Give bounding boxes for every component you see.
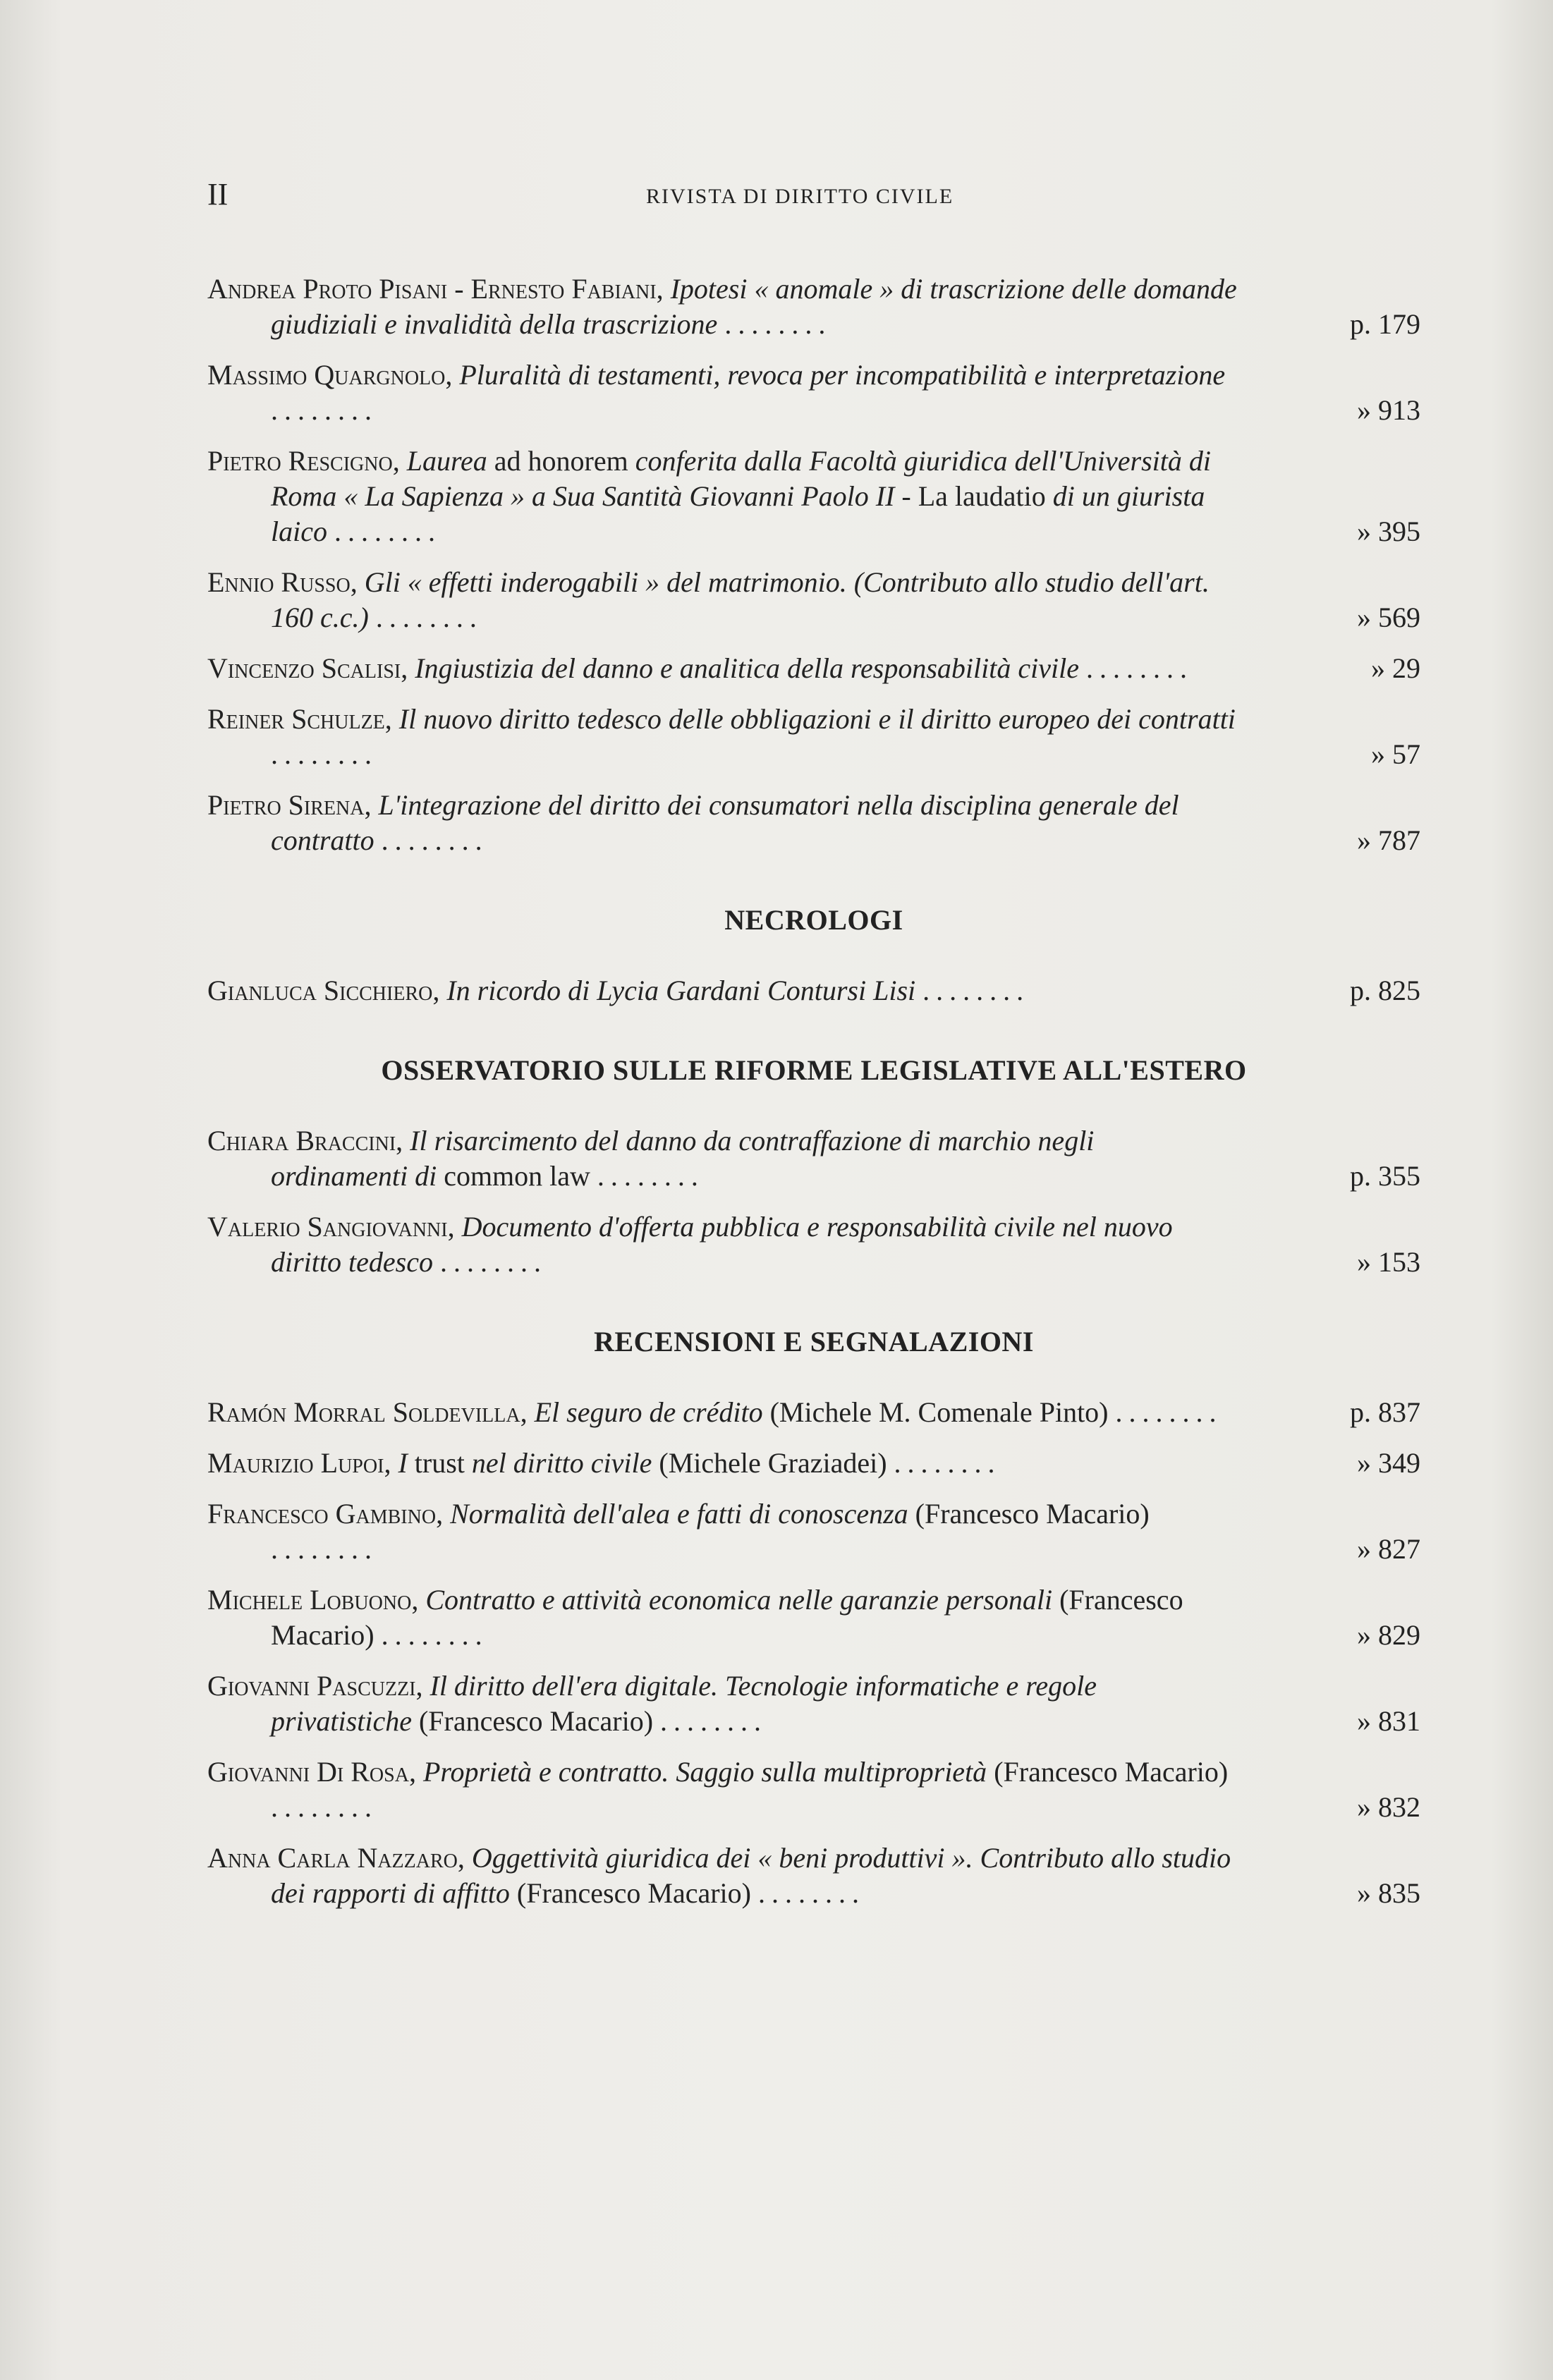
page-reference: » 827: [1357, 1533, 1420, 1565]
index-entry: Massimo Quargnolo, Pluralità di testamenti, revoca per incompatibilità e interpretazione ........ » 913: [207, 358, 1420, 428]
section-necrologi: [207, 973, 1420, 1008]
index-entry: Giovanni Di Rosa, Proprietà e contratto. Saggio sulla multiproprietà (Francesco Macario) ........ » 832: [207, 1755, 1420, 1825]
page-reference: p. 825: [1350, 975, 1420, 1006]
index-entry: Valerio Sangiovanni, Documento d'offerta pubblica e responsabilità civile nel nuovo diritto tedesco ........ » 153: [207, 1209, 1420, 1280]
page-number: II: [207, 177, 229, 212]
page-reference: » 349: [1357, 1447, 1420, 1479]
index-entry: Reiner Schulze, Il nuovo diritto tedesco delle obbligazioni e il diritto europeo dei contratti ........ » 57: [207, 702, 1420, 772]
page-reference: » 787: [1357, 824, 1420, 856]
section-heading-osservatorio: OSSERVATORIO SULLE RIFORME LEGISLATIVE ALL'ESTERO: [381, 1054, 1247, 1086]
index-entry: Pietro Rescigno, Laurea ad honorem conferita dalla Facoltà giuridica dell'Università di Roma « La Sapienza » a Sua Santità Giovanni Paolo II - La laudatio di un giurista laico ........ » 395: [207, 444, 1420, 549]
index-entry: Pietro Sirena, L'integrazione del diritto dei consumatori nella disciplina generale del contratto ........ » 787: [207, 788, 1420, 858]
index-entry: Chiara Braccini, Il risarcimento del danno da contraffazione di marchio negli ordinamenti di common law ........ p. 355: [207, 1123, 1420, 1194]
section-articles: [207, 271, 1420, 858]
page-reference: » 835: [1357, 1877, 1420, 1909]
index-entry: Ennio Russo, Gli « effetti inderogabili » del matrimonio. (Contributo allo studio dell'art. 160 c.c.) ........ » 569: [207, 565, 1420, 635]
index-entry: Ramón Morral Soldevilla, El seguro de crédito (Michele M. Comenale Pinto) ........ p. 837: [207, 1395, 1420, 1430]
page-reference: » 829: [1357, 1619, 1420, 1651]
page-reference: » 569: [1357, 602, 1420, 633]
page-reference: p. 837: [1350, 1396, 1420, 1428]
page-reference: » 395: [1357, 515, 1420, 547]
index-entry: Michele Lobuono, Contratto e attività economica nelle garanzie personali (Francesco Macario) ........ » 829: [207, 1582, 1420, 1653]
index-entry: Vincenzo Scalisi, Ingiustizia del danno e analitica della responsabilità civile ........ » 29: [207, 651, 1420, 686]
index-entry: Francesco Gambino, Normalità dell'alea e fatti di conoscenza (Francesco Macario) ........ » 827: [207, 1496, 1420, 1567]
section-recensioni: [207, 1395, 1420, 1911]
page-reference: » 832: [1357, 1791, 1420, 1823]
page-reference: » 57: [1371, 738, 1420, 770]
index-entry: Maurizio Lupoi, I trust nel diritto civile (Michele Graziadei) ........ » 349: [207, 1446, 1420, 1481]
index-entry: Anna Carla Nazzaro, Oggettività giuridica dei « beni produttivi ». Contributo allo studio dei rapporti di affitto (Francesco Macario) ........ » 835: [207, 1841, 1420, 1911]
index-entry: Andrea Proto Pisani - Ernesto Fabiani, Ipotesi « anomale » di trascrizione delle domande giudiziali e invalidità della trascrizione ........ p. 179: [207, 271, 1420, 342]
index-content: [207, 271, 1420, 1927]
page-reference: » 913: [1357, 394, 1420, 426]
index-entry: Gianluca Sicchiero, In ricordo di Lycia Gardani Contursi Lisi ........ p. 825: [207, 973, 1420, 1008]
page-reference: p. 179: [1350, 308, 1420, 340]
page-reference: » 831: [1357, 1705, 1420, 1737]
running-title: RIVISTA DI DIRITTO CIVILE: [646, 185, 954, 208]
page-header: [207, 176, 1420, 219]
section-heading-necrologi: NECROLOGI: [724, 904, 903, 936]
page-reference: p. 355: [1350, 1160, 1420, 1192]
index-entry: Giovanni Pascuzzi, Il diritto dell'era digitale. Tecnologie informatiche e regole privatistiche (Francesco Macario) ........ » 831: [207, 1668, 1420, 1739]
page-reference: » 153: [1357, 1246, 1420, 1278]
section-osservatorio: [207, 1123, 1420, 1280]
page-reference: » 29: [1371, 652, 1420, 684]
section-heading-recensioni: RECENSIONI E SEGNALAZIONI: [594, 1326, 1034, 1357]
